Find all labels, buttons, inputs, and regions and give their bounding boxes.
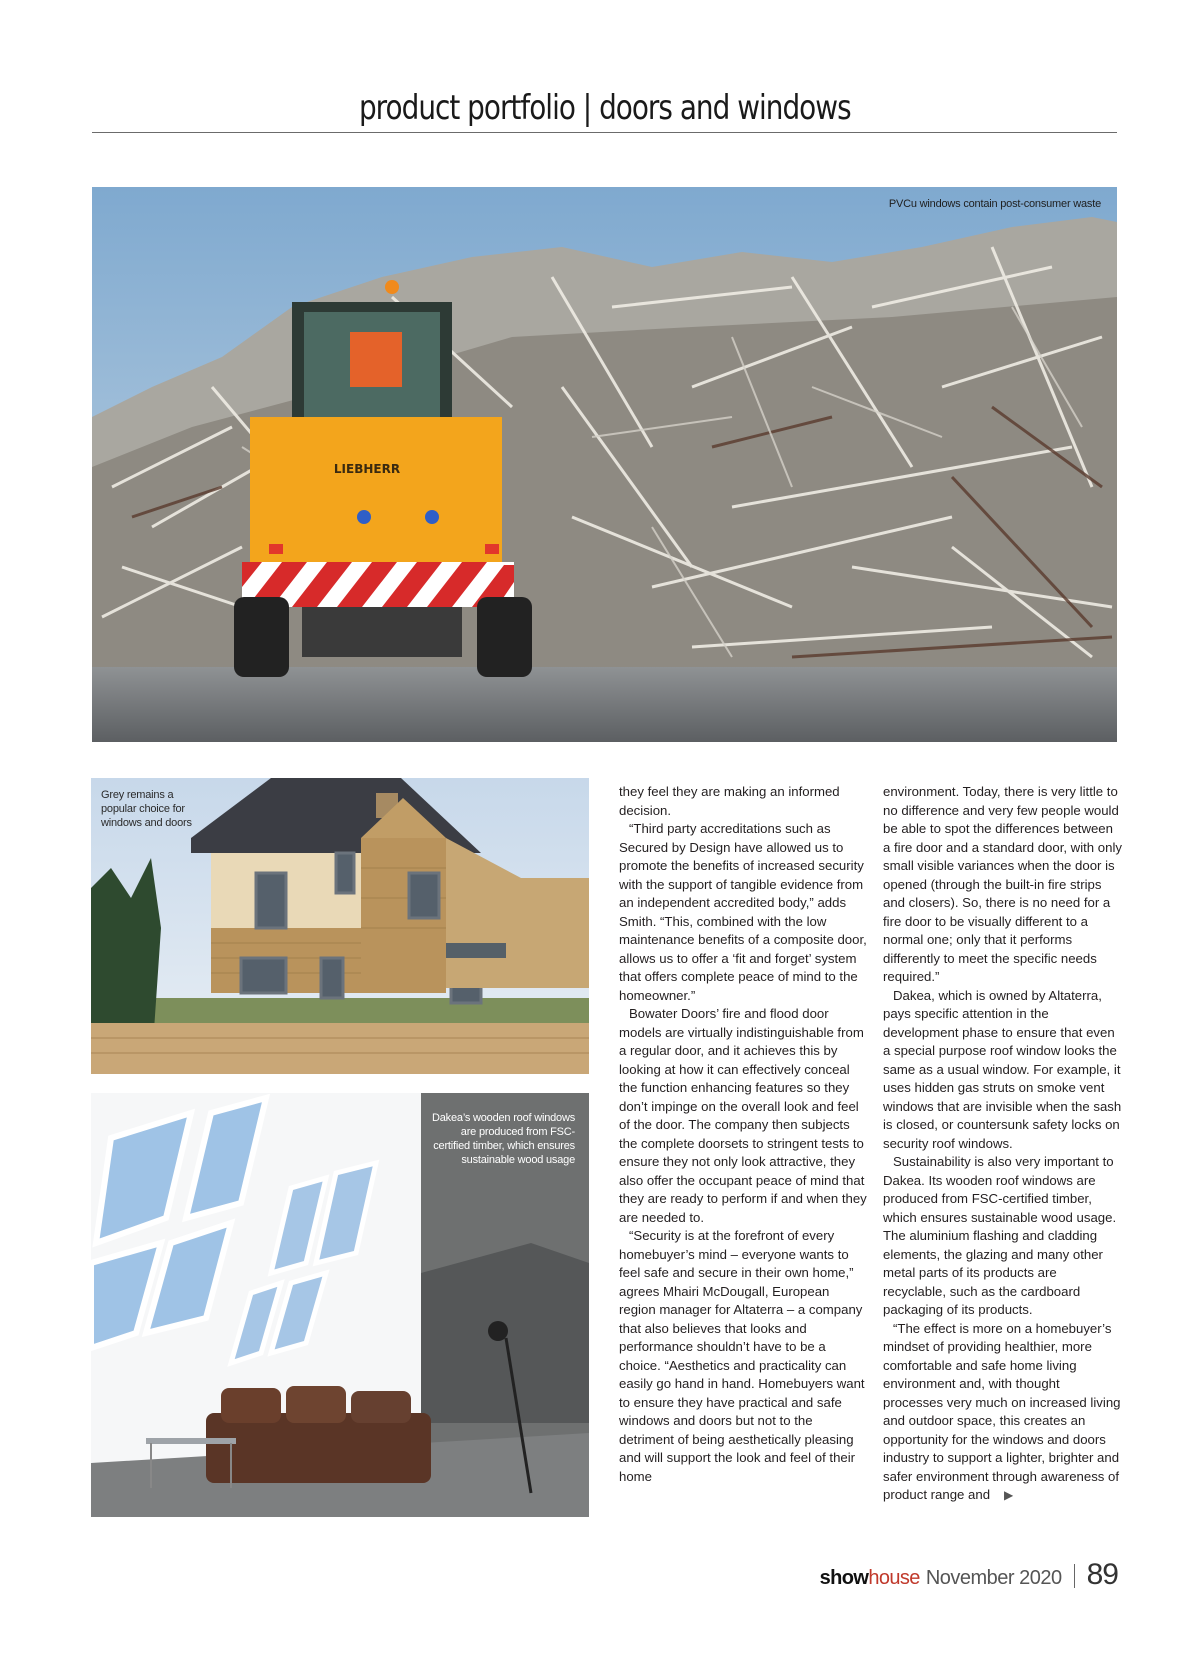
paragraph: environment. Today, there is very little to no difference and very few people would be able to spot the differences between a fire door and a standard door, with only small visible variances when the door is opened (through the built-in fire strips and closers). So, there is no need for a fire door to be visually different to a normal one; only that it performs differently to meet the specific needs required.” xyxy=(883,784,1122,984)
paragraph: Sustainability is also very important to Dakea. Its wooden roof windows are produced from FSC-certified timber, which ensures sustainable wood usage. The aluminium flashing and cladding elements, the glazing and many other metal parts of its products are recyclable, such as the cardboard packaging of its products. xyxy=(883,1154,1117,1317)
article-column-2 xyxy=(883,783,1123,1505)
section-title: product portfolio | doors and windows xyxy=(358,88,851,128)
roof-window-caption: Dakea’s wooden roof windows are produced from FSC-certified timber, which ensures sustainable wood usage xyxy=(432,1112,575,1166)
paragraph: they feel they are making an informed decision. xyxy=(619,784,840,818)
play-triangle-icon: ▶ xyxy=(1004,1488,1014,1502)
loader-and-window-waste-picture xyxy=(92,187,1117,742)
paragraph: “Security is at the forefront of every homebuyer’s mind – everyone wants to feel safe and secure in their own home,” agrees Mhairi McDougall, European region manager for Altaterra – a company that also believes that looks and performance shouldn’t have to be a choice. “Aesthetics and practicality can easily go hand in hand. Homebuyers want to ensure they have practical and safe windows and doors but not to the detriment of being aesthetically pleasing and will support the look and feel of their home xyxy=(619,1228,865,1484)
magazine-logo xyxy=(820,1566,920,1590)
logo-house: house xyxy=(868,1567,920,1589)
svg-text:LIEBHERR: LIEBHERR xyxy=(333,462,401,476)
house-photo xyxy=(91,778,589,1074)
hero-photo xyxy=(92,187,1117,742)
paragraph: Dakea, which is owned by Altaterra, pays specific attention in the development phase to ensure that even a special purpose roof window looks the same as a usual window. For example, it uses hidden gas struts on smoke vent windows that are invisible when the sash is closed, or countersunk safety locks on security roof windows. xyxy=(883,987,1122,1151)
issue-date: November 2020 xyxy=(925,1567,1062,1589)
page-header xyxy=(92,86,1117,133)
page-footer xyxy=(820,1554,1118,1590)
paragraph: Bowater Doors’ fire and flood door models are virtually indistinguishable from a regular door, and it achieves this by looking at how it can effectively conceal the function enhancing features so they don’t impinge on the overall look and feel of the door. The company then subjects the complete doorsets to stringent tests to ensure they not only look attractive, they also offer the occupant peace of mind that they are ready to perform if and when they are needed to. xyxy=(619,1006,867,1225)
house-caption: Grey remains a popular choice for windows and doors xyxy=(101,789,192,829)
paragraph-text: “The effect is more on a homebuyer’s mindset of providing healthier, more comfortable and safe home living environment and, with thought processes very much on increased living and outdoor space, this creates an opportunity for the windows and doors industry to support a lighter, brighter and safer environment through awareness of product range and xyxy=(883,1320,1121,1502)
logo-show: show xyxy=(819,1567,869,1589)
paragraph xyxy=(883,1320,1123,1505)
article-column-1 xyxy=(619,783,869,1486)
page-number: 89 xyxy=(1086,1558,1118,1591)
roof-window-room-photo xyxy=(91,1093,589,1517)
paragraph: “Third party accreditations such as Secured by Design have allowed us to promote the benefits of increased security with the support of tangible evidence from an independent accredited body,” adds Smith. “This, combined with the low maintenance benefits of a composite door, allows us to offer a ‘fit and forget’ system that offers complete peace of mind to the homeowner.” xyxy=(619,821,867,1003)
footer-divider xyxy=(1074,1564,1075,1588)
hero-caption: PVCu windows contain post-consumer waste xyxy=(888,198,1101,210)
